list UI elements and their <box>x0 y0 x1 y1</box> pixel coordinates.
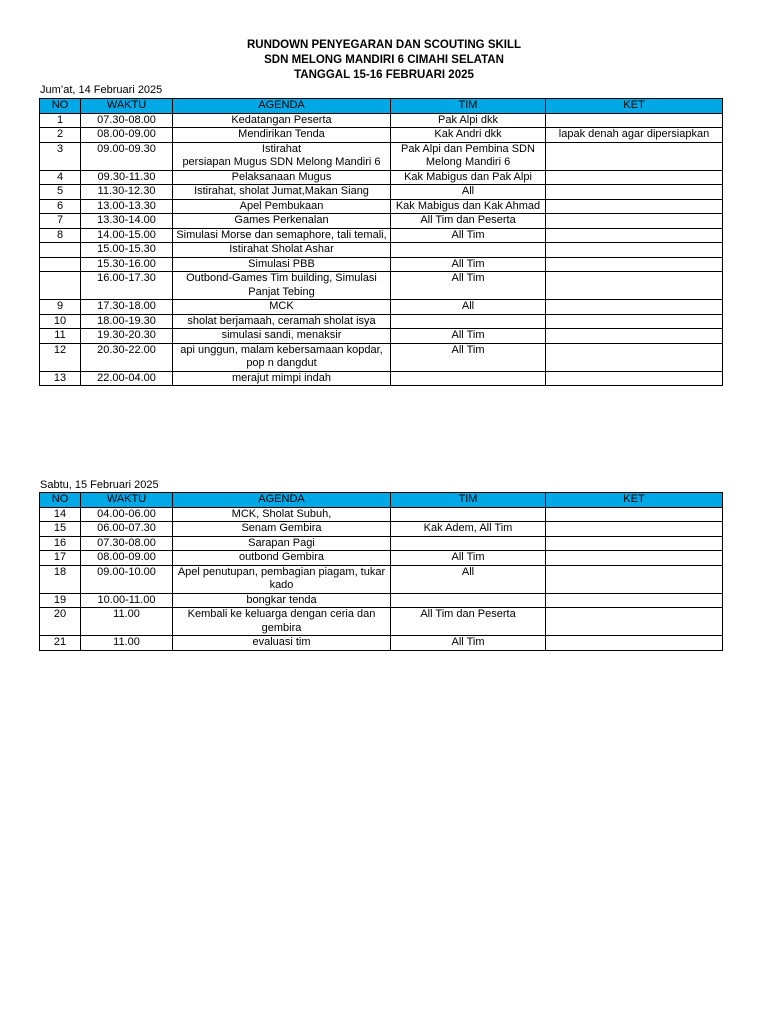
cell-tim: All Tim <box>391 343 546 371</box>
cell-agenda: Istirahat, sholat Jumat,Makan Siang <box>173 185 391 200</box>
cell-waktu: 15.30-16.00 <box>81 257 173 272</box>
cell-agenda: MCK, Sholat Subuh, <box>173 507 391 522</box>
cell-agenda: Games Perkenalan <box>173 214 391 229</box>
cell-ket <box>546 636 723 651</box>
cell-agenda: Kedatangan Peserta <box>173 113 391 128</box>
cell-ket <box>546 593 723 608</box>
cell-ket <box>546 536 723 551</box>
cell-ket <box>546 314 723 329</box>
cell-tim <box>391 243 546 258</box>
cell-tim: All <box>391 300 546 315</box>
cell-tim: Kak Andri dkk <box>391 128 546 143</box>
header-waktu: WAKTU <box>81 99 173 114</box>
table-row <box>40 551 723 566</box>
cell-tim: All Tim <box>391 636 546 651</box>
cell-tim: All Tim <box>391 257 546 272</box>
table-row <box>40 128 723 143</box>
header-tim: TIM <box>391 493 546 508</box>
header-tim: TIM <box>391 99 546 114</box>
cell-waktu: 04.00-06.00 <box>81 507 173 522</box>
cell-tim: All Tim dan Peserta <box>391 214 546 229</box>
cell-no: 8 <box>40 228 81 243</box>
table-row <box>40 170 723 185</box>
cell-ket <box>546 608 723 636</box>
cell-ket <box>546 228 723 243</box>
cell-ket <box>546 272 723 300</box>
table-header-row <box>40 99 723 114</box>
cell-no <box>40 243 81 258</box>
day2-schedule-table <box>39 492 723 651</box>
table-row <box>40 329 723 344</box>
cell-no: 18 <box>40 565 81 593</box>
table-row <box>40 272 723 300</box>
cell-tim: All Tim <box>391 551 546 566</box>
day1-schedule-table <box>39 98 723 386</box>
cell-tim <box>391 507 546 522</box>
cell-tim: All Tim dan Peserta <box>391 608 546 636</box>
header-no: NO <box>40 99 81 114</box>
table-row <box>40 522 723 537</box>
cell-ket <box>546 329 723 344</box>
cell-no: 7 <box>40 214 81 229</box>
cell-waktu: 15.00-15.30 <box>81 243 173 258</box>
header-agenda: AGENDA <box>173 493 391 508</box>
cell-no: 14 <box>40 507 81 522</box>
cell-waktu: 06.00-07.30 <box>81 522 173 537</box>
table-row <box>40 507 723 522</box>
cell-waktu: 11.00 <box>81 608 173 636</box>
cell-ket <box>546 170 723 185</box>
cell-no <box>40 272 81 300</box>
cell-agenda: Simulasi Morse dan semaphore, tali temali, <box>173 228 391 243</box>
cell-agenda: MCK <box>173 300 391 315</box>
table-row <box>40 636 723 651</box>
cell-tim <box>391 593 546 608</box>
table-row <box>40 300 723 315</box>
cell-ket <box>546 300 723 315</box>
cell-no: 12 <box>40 343 81 371</box>
cell-waktu: 07.30-08.00 <box>81 113 173 128</box>
table-row <box>40 608 723 636</box>
table-header-row <box>40 493 723 508</box>
cell-agenda: sholat berjamaah, ceramah sholat isya <box>173 314 391 329</box>
cell-tim: All <box>391 565 546 593</box>
cell-no <box>40 257 81 272</box>
cell-waktu: 09.30-11.30 <box>81 170 173 185</box>
cell-agenda: Mendirikan Tenda <box>173 128 391 143</box>
cell-tim <box>391 314 546 329</box>
cell-waktu: 10.00-11.00 <box>81 593 173 608</box>
cell-ket <box>546 522 723 537</box>
cell-ket <box>546 243 723 258</box>
table-row <box>40 314 723 329</box>
cell-ket <box>546 551 723 566</box>
cell-no: 1 <box>40 113 81 128</box>
cell-agenda: Senam Gembira <box>173 522 391 537</box>
table-row <box>40 214 723 229</box>
cell-agenda: Simulasi PBB <box>173 257 391 272</box>
table-row <box>40 536 723 551</box>
day2-label: Sabtu, 15 Februari 2025 <box>40 479 159 491</box>
cell-no: 2 <box>40 128 81 143</box>
cell-no: 16 <box>40 536 81 551</box>
table-row <box>40 343 723 371</box>
cell-agenda: evaluasi tim <box>173 636 391 651</box>
cell-tim: All Tim <box>391 329 546 344</box>
cell-ket <box>546 565 723 593</box>
cell-ket <box>546 343 723 371</box>
cell-no: 6 <box>40 199 81 214</box>
cell-tim: Pak Alpi dkk <box>391 113 546 128</box>
cell-waktu: 16.00-17.30 <box>81 272 173 300</box>
cell-waktu: 14.00-15.00 <box>81 228 173 243</box>
cell-no: 10 <box>40 314 81 329</box>
cell-agenda: simulasi sandi, menaksir <box>173 329 391 344</box>
cell-tim: Kak Mabigus dan Pak Alpi <box>391 170 546 185</box>
table-row <box>40 142 723 170</box>
table-row <box>40 593 723 608</box>
cell-waktu: 18.00-19.30 <box>81 314 173 329</box>
cell-ket <box>546 142 723 170</box>
cell-agenda: Pelaksanaan Mugus <box>173 170 391 185</box>
table-row <box>40 565 723 593</box>
cell-tim: Kak Adem, All Tim <box>391 522 546 537</box>
cell-agenda: Apel penutupan, pembagian piagam, tukar kado <box>173 565 391 593</box>
title-line-1: RUNDOWN PENYEGARAN DAN SCOUTING SKILL <box>246 39 522 51</box>
cell-no: 21 <box>40 636 81 651</box>
cell-no: 3 <box>40 142 81 170</box>
cell-no: 9 <box>40 300 81 315</box>
table-row <box>40 185 723 200</box>
cell-tim: Kak Mabigus dan Kak Ahmad <box>391 199 546 214</box>
table-row <box>40 257 723 272</box>
table-row <box>40 243 723 258</box>
title-line-3: TANGGAL 15-16 FEBRUARI 2025 <box>294 69 474 81</box>
cell-agenda: api unggun, malam kebersamaan kopdar, pop n dangdut <box>173 343 391 371</box>
cell-waktu: 11.30-12.30 <box>81 185 173 200</box>
cell-no: 19 <box>40 593 81 608</box>
cell-no: 11 <box>40 329 81 344</box>
cell-waktu: 09.00-10.00 <box>81 565 173 593</box>
table-row <box>40 199 723 214</box>
cell-no: 15 <box>40 522 81 537</box>
cell-tim <box>391 371 546 386</box>
cell-no: 20 <box>40 608 81 636</box>
cell-waktu: 09.00-09.30 <box>81 142 173 170</box>
cell-waktu: 19.30-20.30 <box>81 329 173 344</box>
cell-agenda: Sarapan Pagi <box>173 536 391 551</box>
cell-ket <box>546 113 723 128</box>
cell-agenda: outbond Gembira <box>173 551 391 566</box>
cell-ket <box>546 257 723 272</box>
cell-tim: All Tim <box>391 272 546 300</box>
cell-ket <box>546 214 723 229</box>
cell-tim: All <box>391 185 546 200</box>
cell-waktu: 13.00-13.30 <box>81 199 173 214</box>
cell-no: 4 <box>40 170 81 185</box>
cell-ket <box>546 199 723 214</box>
cell-waktu: 07.30-08.00 <box>81 536 173 551</box>
cell-agenda: Outbond-Games Tim building, Simulasi Panjat Tebing <box>173 272 391 300</box>
header-waktu: WAKTU <box>81 493 173 508</box>
title-line-2: SDN MELONG MANDIRI 6 CIMAHI SELATAN <box>264 54 504 66</box>
header-no: NO <box>40 493 81 508</box>
cell-tim <box>391 536 546 551</box>
cell-waktu: 22.00-04.00 <box>81 371 173 386</box>
cell-waktu: 20.30-22.00 <box>81 343 173 371</box>
table-row <box>40 371 723 386</box>
cell-agenda: Apel Pembukaan <box>173 199 391 214</box>
header-ket: KET <box>546 99 723 114</box>
table-row <box>40 228 723 243</box>
cell-agenda: Kembali ke keluarga dengan ceria dan gembira <box>173 608 391 636</box>
cell-agenda: Istirahat Sholat Ashar <box>173 243 391 258</box>
day1-label: Jum’at, 14 Februari 2025 <box>40 84 163 96</box>
cell-no: 5 <box>40 185 81 200</box>
document-title <box>0 38 768 83</box>
cell-ket <box>546 507 723 522</box>
cell-waktu: 17.30-18.00 <box>81 300 173 315</box>
cell-ket: lapak denah agar dipersiapkan <box>546 128 723 143</box>
cell-tim: All Tim <box>391 228 546 243</box>
day1-rows <box>40 113 723 386</box>
cell-waktu: 08.00-09.00 <box>81 551 173 566</box>
cell-no: 17 <box>40 551 81 566</box>
cell-waktu: 08.00-09.00 <box>81 128 173 143</box>
cell-ket <box>546 185 723 200</box>
cell-agenda: bongkar tenda <box>173 593 391 608</box>
cell-agenda: merajut mimpi indah <box>173 371 391 386</box>
cell-ket <box>546 371 723 386</box>
cell-agenda: Istirahat persiapan Mugus SDN Melong Mandiri 6 <box>173 142 391 170</box>
header-ket: KET <box>546 493 723 508</box>
cell-waktu: 11.00 <box>81 636 173 651</box>
cell-no: 13 <box>40 371 81 386</box>
cell-waktu: 13.30-14.00 <box>81 214 173 229</box>
cell-tim: Pak Alpi dan Pembina SDN Melong Mandiri 6 <box>391 142 546 170</box>
header-agenda: AGENDA <box>173 99 391 114</box>
table-row <box>40 113 723 128</box>
day2-rows <box>40 507 723 650</box>
